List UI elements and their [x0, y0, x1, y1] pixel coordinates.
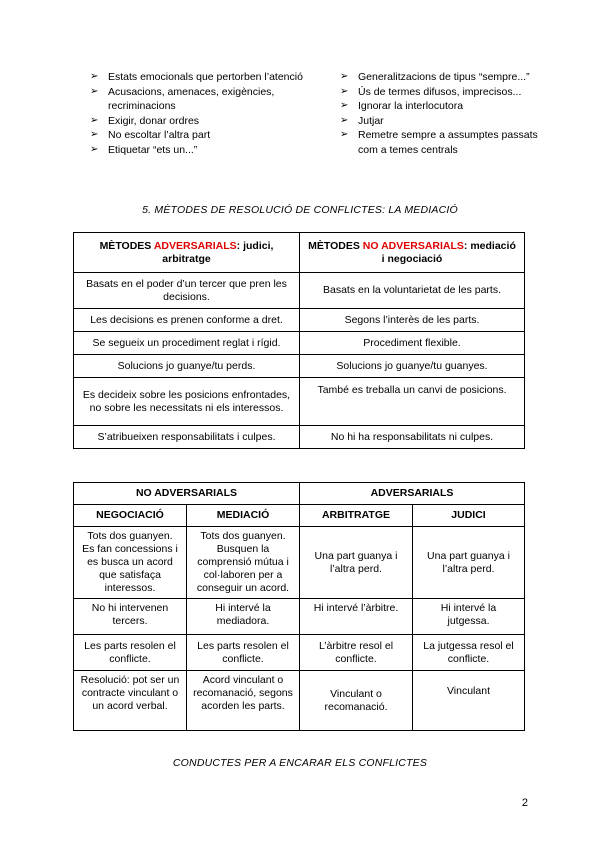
table-cell: Tots dos guanyen. Es fan concessions i es busca un acord que satisfaça interessos.	[74, 527, 187, 599]
list-item: ➢ Acusacions, amenaces, exigències, recriminacions	[90, 85, 275, 112]
col-header-negotiation: NEGOCIACIÓ	[74, 505, 187, 527]
table-cell: Vinculant	[413, 671, 525, 731]
table-row	[74, 355, 525, 378]
table-cell: Les parts resolen el conflicte.	[74, 635, 187, 671]
table-cell: Basats en el poder d’un tercer que pren les decisions.	[74, 273, 300, 309]
table-cell: Una part guanya i l’altra perd.	[413, 527, 525, 599]
table-cell: L’àrbitre resol el conflicte.	[300, 635, 413, 671]
table-cell: Procediment flexible.	[300, 332, 525, 355]
table-row	[74, 378, 525, 426]
table-cell: Basats en la voluntarietat de les parts.	[300, 273, 525, 309]
table-row	[74, 671, 525, 731]
page-number: 2	[521, 797, 528, 809]
arrow-bullet-icon: ➢	[340, 114, 349, 126]
table-row	[74, 426, 525, 449]
table-row	[74, 527, 525, 599]
table-row	[74, 332, 525, 355]
arrow-bullet-icon: ➢	[340, 71, 349, 82]
table-row	[74, 599, 525, 635]
col-header-arbitration: ARBITRATGE	[300, 505, 413, 527]
table-cell: Solucions jo guanye/tu guanyes.	[300, 355, 525, 378]
group-header-no-adversarial: NO ADVERSARIALS	[74, 483, 300, 505]
bullet-list-right	[340, 70, 540, 157]
footer-heading: CONDUCTES PER A ENCARAR ELS CONFLICTES	[172, 757, 428, 769]
col-header-mediation: MEDIACIÓ	[187, 505, 300, 527]
table-cell: Se segueix un procediment reglat i rígid.	[74, 332, 300, 355]
table-header-adversarial: MÈTODES ADVERSARIALS: judici, arbitratge	[74, 233, 300, 273]
table-cell: Una part guanya i l’altra perd.	[300, 527, 413, 599]
list-item: ➢ Jutjar	[340, 114, 384, 127]
table-cell: També es treballa un canvi de posicions.	[300, 378, 525, 426]
section-heading: 5. MÈTODES DE RESOLUCIÓ DE CONFLICTES: LA MEDIACIÓ	[142, 204, 458, 216]
col-header-trial: JUDICI	[413, 505, 525, 527]
table-cell: Resolució: pot ser un contracte vinculant o un acord verbal.	[74, 671, 187, 731]
table-header-non-adversarial: MÈTODES NO ADVERSARIALS: mediació i negociació	[300, 233, 525, 273]
list-item: ➢ Ús de termes difusos, imprecisos...	[340, 85, 522, 98]
table-cell: Segons l’interès de les parts.	[300, 309, 525, 332]
table-cell: S’atribueixen responsabilitats i culpes.	[74, 426, 300, 449]
arrow-bullet-icon: ➢	[90, 143, 99, 155]
arrow-bullet-icon: ➢	[340, 85, 349, 97]
table-cell: Les decisions es prenen conforme a dret.	[74, 309, 300, 332]
arrow-bullet-icon: ➢	[340, 129, 349, 140]
table-cell: Solucions jo guanye/tu perds.	[74, 355, 300, 378]
list-item: ➢ Remetre sempre a assumptes passats com a temes centrals	[340, 129, 538, 156]
bullet-list-left	[90, 70, 305, 157]
table-cell: No hi ha responsabilitats ni culpes.	[300, 426, 525, 449]
arrow-bullet-icon: ➢	[90, 114, 99, 126]
table-cell: Les parts resolen el conflicte.	[187, 635, 300, 671]
arrow-bullet-icon: ➢	[90, 71, 99, 82]
table-cell: Vinculant o recomanació.	[300, 671, 413, 731]
table-cell: Acord vinculant o recomanació, segons acorden les parts.	[187, 671, 300, 731]
table-cell: Hi intervé l’àrbitre.	[300, 599, 413, 635]
arrow-bullet-icon: ➢	[90, 129, 99, 140]
table-cell: Tots dos guanyen. Busquen la comprensió mútua i col·laboren per a conseguir un acord.	[187, 527, 300, 599]
list-item: ➢ No escoltar l’altra part	[90, 129, 211, 141]
table-cell: Hi intervé la mediadora.	[187, 599, 300, 635]
table-cell: Es decideix sobre les posicions enfrontades, no sobre les necessitats ni els interessos.	[74, 378, 300, 426]
list-item: ➢ Etiquetar “ets un...”	[90, 143, 198, 156]
table-cell: Hi intervé la jutgessa.	[413, 599, 525, 635]
resolution-methods-table	[73, 482, 525, 731]
table-cell: No hi intervenen tercers.	[74, 599, 187, 635]
list-item: ➢ Ignorar la interlocutora	[340, 100, 464, 112]
group-header-adversarial: ADVERSARIALS	[300, 483, 525, 505]
arrow-bullet-icon: ➢	[340, 100, 349, 111]
list-item: ➢ Generalitzacions de tipus “sempre...”	[340, 71, 530, 83]
table-row	[74, 635, 525, 671]
table-row	[74, 273, 525, 309]
list-item: ➢ Exigir, donar ordres	[90, 114, 200, 127]
list-item: ➢ Estats emocionals que pertorben l’atenció	[90, 71, 303, 83]
table-row	[74, 309, 525, 332]
arrow-bullet-icon: ➢	[90, 85, 99, 97]
table-cell: La jutgessa resol el conflicte.	[413, 635, 525, 671]
methods-comparison-table	[73, 232, 525, 449]
